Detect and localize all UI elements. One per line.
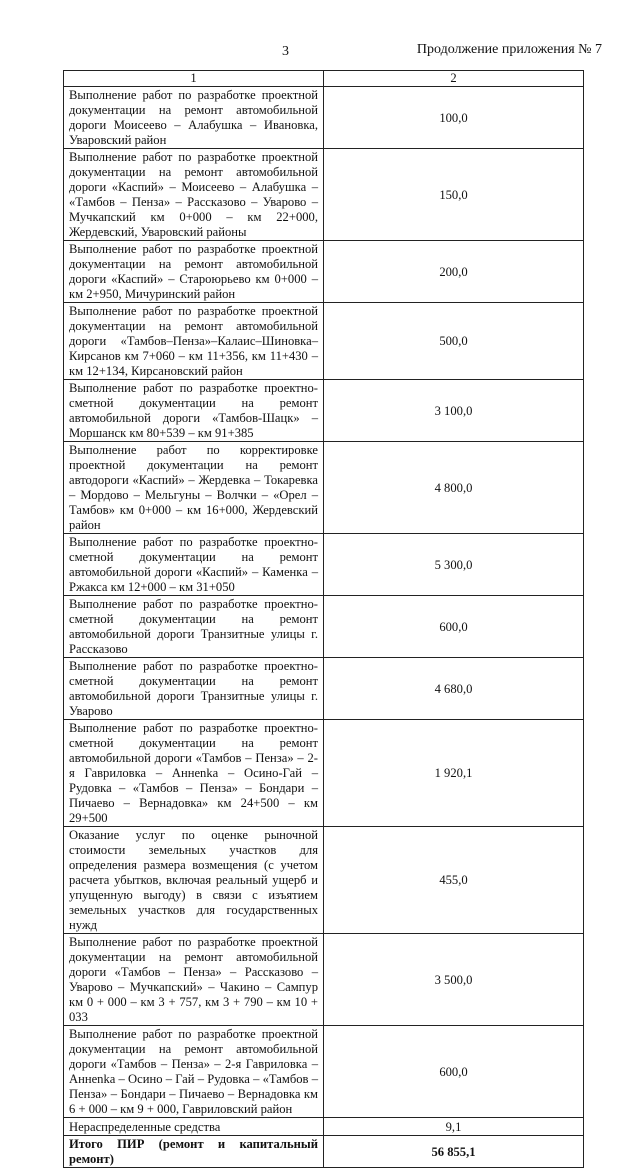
row-amount: 4 680,0 xyxy=(324,658,584,720)
row-amount: 200,0 xyxy=(324,241,584,303)
row-amount: 5 300,0 xyxy=(324,534,584,596)
column-header-1: 1 xyxy=(64,71,324,87)
row-amount: 3 500,0 xyxy=(324,934,584,1026)
column-header-2: 2 xyxy=(324,71,584,87)
table-row xyxy=(64,380,584,442)
row-description: Выполнение работ по разработке проектно-сметной документации на ремонт автомобильной дороги «Каспий» – Каменка – Ржакса км 12+000 – км 31+050 xyxy=(64,534,324,596)
row-description: Выполнение работ по разработке проектно-сметной документации на ремонт автомобильной дороги «Тамбов-Шацк» – Моршанск км 80+539 – км 91+385 xyxy=(64,380,324,442)
appendix-continuation-label: Продолжение приложения № 7 xyxy=(416,42,602,57)
table-row xyxy=(64,442,584,534)
row-description: Выполнение работ по разработке проектной документации на ремонт автомобильной дороги «Тамбов – Пенза» – Рассказово – Уварово – Мучкапский» – Чакино – Сампур км 0 + 000 – км 3 + 757, км 3 + 790 – км 10 + 033 xyxy=(64,934,324,1026)
total-row xyxy=(64,1136,584,1168)
row-amount: 100,0 xyxy=(324,87,584,149)
table-row xyxy=(64,87,584,149)
row-description: Выполнение работ по корректировке проектной документации на ремонт автодороги «Каспий» – Жердевка – Токаревка – Мордово – Мельгуны – Волчки – «Орел – Тамбов» км 0+000 – км 16+000, Жердевский район xyxy=(64,442,324,534)
row-description: Оказание услуг по оценке рыночной стоимости земельных участков для определения размера возмещения (с учетом расчета убытков, включая реальный ущерб и упущенную выгоду) в связи с изъятием земельных участков для государственных нужд xyxy=(64,827,324,934)
table-row xyxy=(64,658,584,720)
row-description: Выполнение работ по разработке проектно-сметной документации на ремонт автомобильной дороги Транзитные улицы г. Уварово xyxy=(64,658,324,720)
row-amount: 600,0 xyxy=(324,596,584,658)
row-amount: 3 100,0 xyxy=(324,380,584,442)
page-number: 3 xyxy=(282,44,289,59)
row-amount: 4 800,0 xyxy=(324,442,584,534)
row-description: Выполнение работ по разработке проектно-сметной документации на ремонт автомобильной дороги Транзитные улицы г. Рассказово xyxy=(64,596,324,658)
row-description: Нераспределенные средства xyxy=(64,1118,324,1136)
row-description: Выполнение работ по разработке проектной документации на ремонт автомобильной дороги «Каспий» – Моисеево – Алабушка – «Тамбов – Пенза» – Рассказово – Уварово – Мучкапский км 0+000 – км 22+000, Жердевский, Уваровский районы xyxy=(64,149,324,241)
row-amount: 600,0 xyxy=(324,1026,584,1118)
row-amount: 455,0 xyxy=(324,827,584,934)
row-amount: 150,0 xyxy=(324,149,584,241)
total-amount: 56 855,1 xyxy=(324,1136,584,1168)
table-row xyxy=(64,934,584,1026)
table-header-row xyxy=(64,71,584,87)
table-row xyxy=(64,827,584,934)
table-row xyxy=(64,241,584,303)
row-amount: 500,0 xyxy=(324,303,584,380)
table-row xyxy=(64,149,584,241)
row-amount: 1 920,1 xyxy=(324,720,584,827)
total-description: Итого ПИР (ремонт и капитальный ремонт) xyxy=(64,1136,324,1168)
table-row xyxy=(64,596,584,658)
table-row xyxy=(64,303,584,380)
row-amount: 9,1 xyxy=(324,1118,584,1136)
row-description: Выполнение работ по разработке проектной документации на ремонт автомобильной дороги «Тамбов–Пенза»–Калаис–Шиновка–Кирсанов км 7+060 – км 11+356, км 11+430 – км 12+134, Кирсановский район xyxy=(64,303,324,380)
row-description: Выполнение работ по разработке проектной документации на ремонт автомобильной дороги «Тамбов – Пенза» – 2-я Гавриловка – Аннenka – Осино – Гай – Рудовка – «Тамбов – Пенза» – Бондари – Пичаево – Вернадовка км 6 + 000 – км 9 + 000, Гавриловский район xyxy=(64,1026,324,1118)
row-description: Выполнение работ по разработке проектно-сметной документации на ремонт автомобильной дороги «Тамбов – Пенза» – 2-я Гавриловка – Аннenka – Осино-Гай – Рудовка – «Тамбов – Пенза» – Бондари – Пичаево – Вернадовка» км 24+500 – км 29+500 xyxy=(64,720,324,827)
table-row xyxy=(64,720,584,827)
table-row xyxy=(64,1118,584,1136)
budget-table xyxy=(63,70,584,1168)
row-description: Выполнение работ по разработке проектной документации на ремонт автомобильной дороги Моисеево – Алабушка – Ивановка, Уваровский район xyxy=(64,87,324,149)
row-description: Выполнение работ по разработке проектной документации на ремонт автомобильной дороги «Каспий» – Староюрьево км 0+000 – км 2+950, Мичуринский район xyxy=(64,241,324,303)
table-row xyxy=(64,1026,584,1118)
table-row xyxy=(64,534,584,596)
